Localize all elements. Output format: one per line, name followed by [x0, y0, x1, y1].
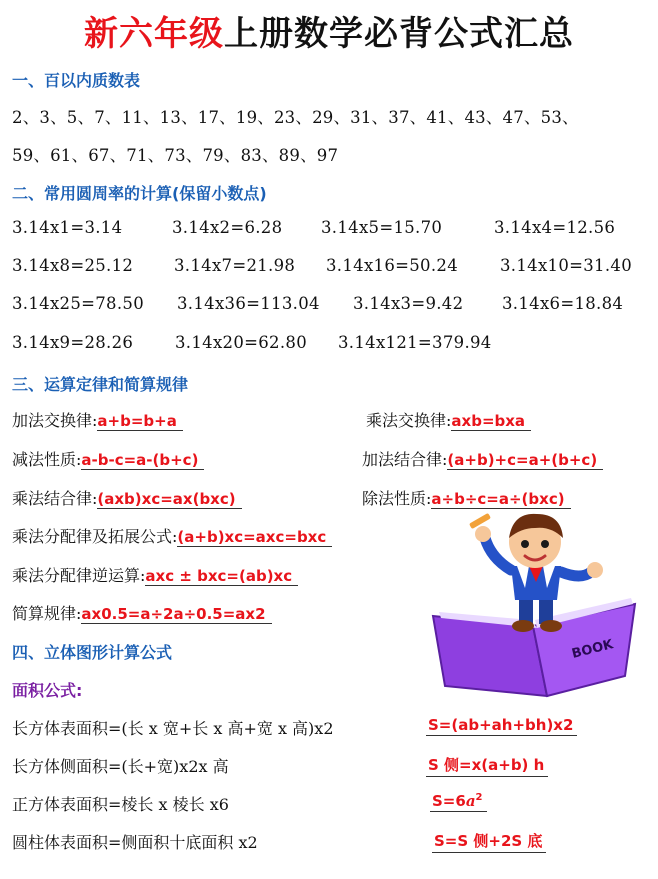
section2-heading: 二、常用圆周率的计算(保留小数点)	[12, 184, 267, 203]
pi-cell: 3.14x36=113.04	[177, 294, 320, 313]
pi-cell: 3.14x1=3.14	[12, 218, 123, 237]
pi-cell: 3.14x20=62.80	[175, 333, 308, 352]
cuboid-lateral-formula: S 侧=x(a+b) h	[426, 754, 548, 777]
pi-cell: 3.14x4=12.56	[494, 218, 616, 237]
section4-heading: 四、立体图形计算公式	[12, 643, 173, 662]
law-formula: (a+b)xc=axc=bxc	[177, 528, 332, 547]
law-formula: (axb)xc=ax(bxc)	[97, 490, 241, 509]
law-formula: a-b-c=a-(b+c)	[81, 451, 204, 470]
prime-line-2: 59、61、67、71、73、79、83、89、97	[12, 146, 339, 165]
law-formula: (a+b)+c=a+(b+c)	[447, 451, 603, 470]
law-distributive: 乘法分配律及拓展公式:(a+b)xc=axc=bxc	[12, 524, 332, 547]
section1-heading: 一、百以内质数表	[12, 71, 141, 90]
law-addition-associative: 加法结合律:(a+b)+c=a+(b+c)	[362, 447, 603, 470]
law-formula: a+b=b+a	[97, 412, 182, 431]
section3-heading: 三、运算定律和简算规律	[12, 375, 189, 394]
pi-cell: 3.14x3=9.42	[353, 294, 464, 313]
cuboid-lateral-text: 长方体侧面积=(长+宽)x2x 高	[12, 757, 229, 776]
law-distributive-inverse: 乘法分配律逆运算:axc ± bxc=(ab)xc	[12, 563, 298, 586]
book-icon	[433, 598, 635, 696]
law-formula: a÷b÷c=a÷(bxc)	[431, 490, 570, 509]
cuboid-surface-formula: S=(ab+ah+bh)x2	[426, 716, 577, 736]
law-simplification: 简算规律:ax0.5=a÷2a÷0.5=ax2	[12, 601, 272, 624]
law-formula: axb=bxa	[451, 412, 531, 431]
pi-cell: 3.14x25=78.50	[12, 294, 145, 313]
pi-cell: 3.14x8=25.12	[12, 256, 134, 275]
cube-surface-text: 正方体表面积=棱长 x 棱长 x6	[12, 795, 229, 814]
law-addition-commutative: 加法交换律:a+b=b+a	[12, 408, 183, 431]
law-formula: ax0.5=a÷2a÷0.5=ax2	[81, 605, 271, 624]
pi-cell: 3.14x10=31.40	[500, 256, 633, 275]
law-division-property: 除法性质:a÷b÷c=a÷(bxc)	[362, 486, 571, 509]
title-black: 上册数学必背公式汇总	[224, 14, 574, 54]
area-subheading: 面积公式:	[12, 681, 83, 700]
title-red: 新六年级	[84, 14, 224, 54]
law-multiplication-commutative: 乘法交换律:axb=bxa	[366, 408, 531, 431]
law-formula: axc ± bxc=(ab)xc	[145, 567, 298, 586]
pi-cell: 3.14x9=28.26	[12, 333, 134, 352]
pi-cell: 3.14x7=21.98	[174, 256, 296, 275]
prime-line-1: 2、3、5、7、11、13、17、19、23、29、31、37、41、43、47、53、	[12, 108, 579, 127]
cuboid-surface-text: 长方体表面积=(长 x 宽+长 x 高+宽 x 高)x2	[12, 719, 334, 738]
pi-cell: 3.14x5=15.70	[321, 218, 443, 237]
law-multiplication-associative: 乘法结合律:(axb)xc=ax(bxc)	[12, 486, 242, 509]
cylinder-surface-text: 圆柱体表面积=侧面积十底面积 x2	[12, 833, 258, 852]
law-subtraction-property: 减法性质:a-b-c=a-(b+c)	[12, 447, 204, 470]
cube-surface-formula: $S=6a^2$	[430, 792, 487, 812]
svg-text:BOOK: BOOK	[570, 637, 615, 662]
pi-cell: 3.14x121=379.94	[338, 333, 492, 352]
page-title	[0, 6, 658, 55]
pi-cell: 3.14x2=6.28	[172, 218, 283, 237]
boy-reading-book-illustration	[425, 508, 655, 703]
pi-cell: 3.14x6=18.84	[502, 294, 624, 313]
cylinder-surface-formula: S=S 侧+2S 底	[432, 830, 546, 853]
pi-cell: 3.14x16=50.24	[326, 256, 459, 275]
